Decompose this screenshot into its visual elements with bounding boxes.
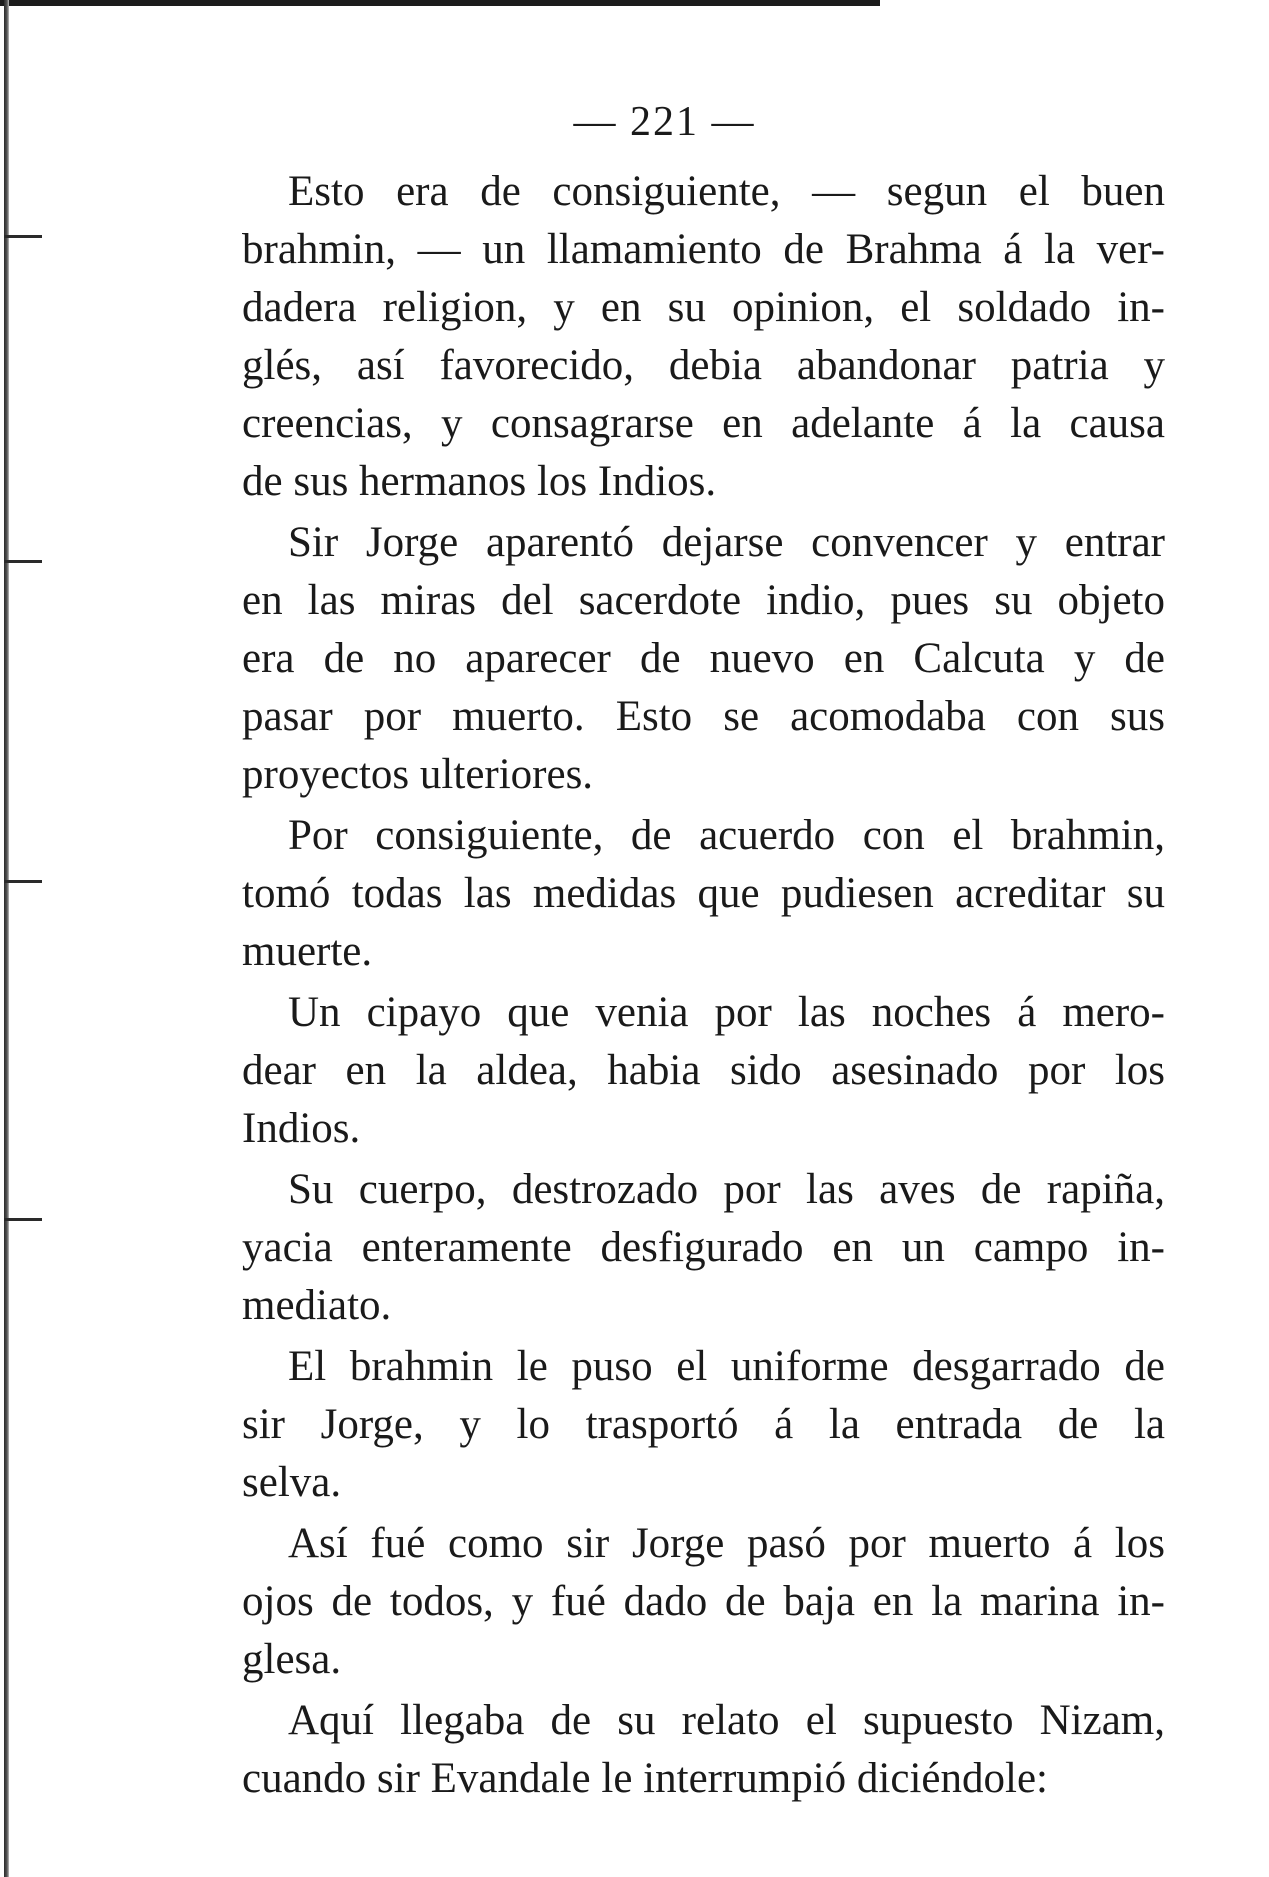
text-line: dadera religion, y en su opinion, el soldado in- — [242, 284, 1165, 331]
text-line: de sus hermanos los Indios. — [242, 458, 717, 505]
text-line: cuando sir Evandale le interrumpió diciéndole: — [242, 1755, 1048, 1802]
text-line: Aquí llegaba de su relato el supuesto Nizam, — [288, 1697, 1165, 1744]
text-line: Sir Jorge aparentó dejarse convencer y entrar — [288, 519, 1165, 566]
binding-mark — [4, 235, 42, 238]
text-line: era de no aparecer de nuevo en Calcuta y de — [242, 635, 1165, 682]
page-top-edge — [0, 0, 880, 6]
binding-mark — [4, 880, 42, 883]
text-line: ojos de todos, y fué dado de baja en la marina in- — [242, 1578, 1165, 1625]
page-text-body — [242, 163, 1165, 1811]
paragraph — [242, 163, 1165, 511]
text-line: El brahmin le puso el uniforme desgarrado de — [288, 1343, 1165, 1390]
binding-mark — [4, 1218, 42, 1221]
text-line: Esto era de consiguiente, — segun el buen — [288, 168, 1165, 215]
text-line: mediato. — [242, 1282, 392, 1329]
paragraph — [242, 1692, 1165, 1808]
page-binding-edge — [4, 0, 9, 1877]
paragraph — [242, 1515, 1165, 1689]
text-line: glesa. — [242, 1636, 342, 1683]
text-line: creencias, y consagrarse en adelante á la causa — [242, 400, 1165, 447]
binding-mark — [4, 560, 42, 563]
text-line: sir Jorge, y lo trasportó á la entrada de la — [242, 1401, 1165, 1448]
paragraph — [242, 984, 1165, 1158]
text-line: dear en la aldea, habia sido asesinado por los — [242, 1047, 1165, 1094]
paragraph — [242, 1338, 1165, 1512]
text-line: Su cuerpo, destrozado por las aves de rapiña, — [288, 1166, 1165, 1213]
page-number: — 221 — — [573, 99, 756, 145]
text-line: muerte. — [242, 928, 373, 975]
paragraph — [242, 514, 1165, 804]
text-line: yacia enteramente desfigurado en un campo in- — [242, 1224, 1165, 1271]
paragraph — [242, 807, 1165, 981]
text-line: glés, así favorecido, debia abandonar patria y — [242, 342, 1165, 389]
text-line: pasar por muerto. Esto se acomodaba con sus — [242, 693, 1165, 740]
paragraph — [242, 1161, 1165, 1335]
text-line: selva. — [242, 1459, 342, 1506]
text-line: en las miras del sacerdote indio, pues su objeto — [242, 577, 1165, 624]
text-line: Por consiguiente, de acuerdo con el brahmin, — [288, 812, 1165, 859]
text-line: brahmin, — un llamamiento de Brahma á la ver- — [242, 226, 1165, 273]
text-line: tomó todas las medidas que pudiesen acreditar su — [242, 870, 1165, 917]
text-line: Un cipayo que venia por las noches á mero- — [288, 989, 1165, 1036]
text-line: Así fué como sir Jorge pasó por muerto á los — [288, 1520, 1165, 1567]
text-line: proyectos ulteriores. — [242, 751, 594, 798]
text-line: Indios. — [242, 1105, 361, 1152]
